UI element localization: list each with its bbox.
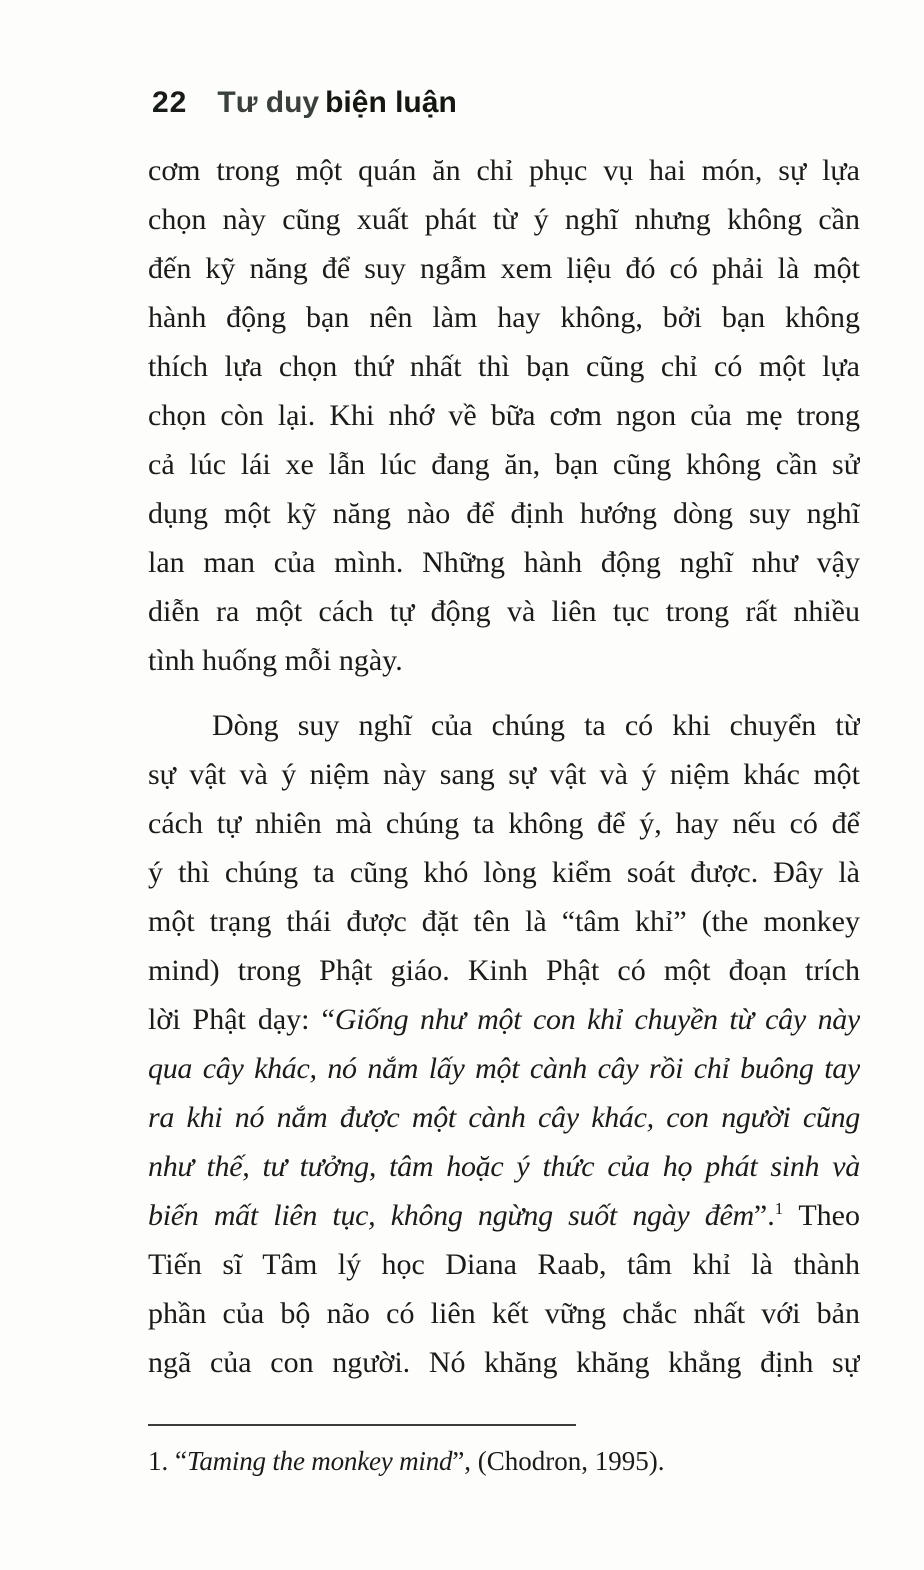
page-header [152, 86, 457, 120]
text-line: cách tự nhiên mà chúng ta không để ý, hay nếu có để [148, 807, 860, 840]
paragraph-1 [148, 146, 860, 685]
text-line: cơm trong một quán ăn chỉ phục vụ hai món, sự lựa [148, 154, 860, 187]
text-line: chọn này cũng xuất phát từ ý nghĩ nhưng không cần [148, 203, 860, 236]
text-after-ref: Theo [783, 1199, 860, 1232]
text-line [148, 995, 860, 1044]
page-body [148, 146, 860, 1387]
text-line: cả lúc lái xe lẫn lúc đang ăn, bạn cũng không cần sử [148, 448, 860, 481]
text-line: Dòng suy nghĩ của chúng ta có khi chuyển từ [212, 709, 860, 742]
quote-text-line: như thế, tư tưởng, tâm hoặc ý thức của họ phát sinh và [148, 1150, 860, 1183]
text-line: chọn còn lại. Khi nhớ về bữa cơm ngon của mẹ trong [148, 399, 860, 432]
quote-text-line: qua cây khác, nó nắm lấy một cành cây rồi chỉ buông tay [148, 1052, 860, 1085]
text-line: sự vật và ý niệm này sang sự vật và ý niệm khác một [148, 758, 860, 791]
text-line: hành động bạn nên làm hay không, bởi bạn không [148, 301, 860, 334]
running-title [217, 86, 456, 119]
quote-intro: lời Phật dạy: “ [148, 1003, 335, 1036]
running-title-part1: Tư duy [217, 86, 320, 119]
text-line: ý thì chúng ta cũng khó lòng kiểm soát được. Đây là [148, 856, 860, 889]
text-line: mind) trong Phật giáo. Kinh Phật có một đoạn trích [148, 954, 860, 987]
text-line: Tiến sĩ Tâm lý học Diana Raab, tâm khỉ là thành [148, 1248, 860, 1281]
quote-close: ”. [753, 1199, 775, 1232]
footnote-area [148, 1424, 860, 1478]
text-line: diễn ra một cách tự động và liên tục trong rất nhiều [148, 595, 860, 628]
quote-text: Giống như một con khỉ chuyền từ cây này [334, 1003, 860, 1036]
quote-text-line: ra khi nó nắm được một cành cây khác, con người cũng [148, 1101, 860, 1134]
text-line [148, 1191, 860, 1240]
footnote-title: Taming the monkey mind [186, 1446, 453, 1476]
text-line: ngã của con người. Nó khăng khăng khẳng định sự [148, 1346, 860, 1379]
quote-text: biến mất liên tục, không ngừng suốt ngày đêm [148, 1199, 754, 1232]
text-line: phần của bộ não có liên kết vững chắc nhất với bản [148, 1297, 860, 1330]
text-line: thích lựa chọn thứ nhất thì bạn cũng chỉ có một lựa [148, 350, 860, 383]
footnote-ref-marker: 1 [774, 1199, 784, 1218]
text-line: đến kỹ năng để suy ngẫm xem liệu đó có phải là một [148, 252, 860, 285]
text-line: lan man của mình. Những hành động nghĩ như vậy [148, 546, 860, 579]
running-title-part2: biện luận [325, 86, 457, 119]
footnote-line [148, 1444, 860, 1478]
text-line: tình huống mỗi ngày. [148, 644, 403, 677]
footnote-rule [148, 1424, 576, 1426]
footnote-citation: ”, (Chodron, 1995). [452, 1446, 665, 1476]
paragraph-2 [148, 701, 860, 1387]
footnote-marker: 1. “ [148, 1446, 187, 1476]
text-line: dụng một kỹ năng nào để định hướng dòng suy nghĩ [148, 497, 860, 530]
text-line: một trạng thái được đặt tên là “tâm khỉ” (the monkey [148, 905, 860, 938]
page-number: 22 [152, 86, 188, 119]
